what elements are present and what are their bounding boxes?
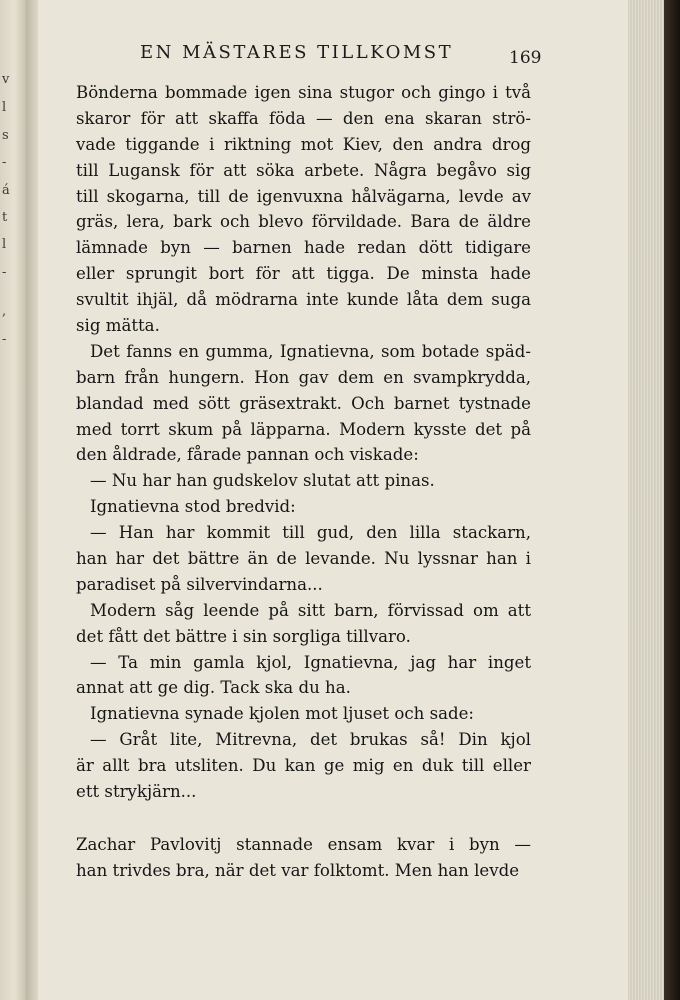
facing-page-fragment: l xyxy=(2,237,7,252)
text-line: vade tiggande i riktning mot Kiev, den andra drog xyxy=(76,134,531,154)
book-cover-edge xyxy=(664,0,680,1000)
text-line: svultit ihjäl, då mödrarna inte kunde låta dem suga xyxy=(76,290,531,310)
text-line: blandad med sött gräsextrakt. Och barnet tystnade xyxy=(76,393,531,413)
paragraph xyxy=(76,650,531,702)
text-line: han trivdes bra, när det var folktomt. Men han levde xyxy=(76,860,520,880)
facing-page-edge xyxy=(0,0,26,1000)
paragraph xyxy=(76,468,531,494)
facing-page-fragment: - xyxy=(2,155,7,170)
facing-page-fragment: - xyxy=(2,332,7,347)
text-line: Bönderna bommade igen sina stugor och gingo i två xyxy=(76,83,531,102)
text-line: till Lugansk för att söka arbete. Några begåvo sig xyxy=(76,160,531,180)
page-number: 169 xyxy=(509,48,542,68)
text-line: skaror för att skaffa föda — den ena skaran strö- xyxy=(76,108,531,128)
paragraph xyxy=(76,520,531,598)
book-gutter xyxy=(26,0,38,1000)
text-line: Det fanns en gumma, Ignatievna, som botade späd- xyxy=(90,341,531,361)
text-line: — Ta min gamla kjol, Ignatievna, jag har inget xyxy=(90,652,531,672)
text-line: han har det bättre än de levande. Nu lyssnar han i xyxy=(76,549,531,569)
text-line: eller sprungit bort för att tigga. De minsta hade xyxy=(76,264,531,284)
text-line: — Han har kommit till gud, den lilla stackarn, xyxy=(90,523,531,543)
text-line: är allt bra utsliten. Du kan ge mig en duk till eller xyxy=(76,756,531,776)
paragraph xyxy=(76,727,531,805)
paragraph xyxy=(76,339,531,468)
paragraph xyxy=(76,832,531,884)
facing-page-fragment: - xyxy=(2,265,7,280)
facing-page-fragment: l xyxy=(2,100,7,115)
facing-page-fragment: v xyxy=(2,72,10,87)
text-line: paradiset på silvervindarna... xyxy=(76,574,323,594)
paragraph xyxy=(76,80,531,339)
paragraph xyxy=(76,494,531,520)
text-line: Modern såg leende på sitt barn, förvissad om att xyxy=(90,600,531,620)
text-line: — Gråt lite, Mitrevna, det brukas så! Din kjol xyxy=(90,730,531,750)
text-line: lämnade byn — barnen hade redan dött tidigare xyxy=(76,238,531,258)
facing-page-fragment: t xyxy=(2,210,8,225)
text-line: med torrt skum på läpparna. Modern kysste det på xyxy=(76,419,531,439)
facing-page-fragment: , xyxy=(2,304,7,319)
facing-page-fragment: s xyxy=(2,128,9,143)
text-line: till skogarna, till de igenvuxna hålvägarna, levde av xyxy=(76,186,531,206)
section-break xyxy=(76,805,531,832)
text-line: — Nu har han gudskelov slutat att pinas. xyxy=(90,471,435,491)
facing-page-fragment: á xyxy=(2,183,10,198)
text-line: ett strykjärn... xyxy=(76,782,197,802)
page-fore-edge xyxy=(628,0,664,1000)
text-line: det fått det bättre i sin sorgliga tillvaro. xyxy=(76,626,411,646)
text-line: Ignatievna synade kjolen mot ljuset och sade: xyxy=(90,704,475,724)
text-line: den åldrade, fårade pannan och viskade: xyxy=(76,445,419,465)
paragraph xyxy=(76,598,531,650)
text-line: barn från hungern. Hon gav dem en svampkrydda, xyxy=(76,367,531,387)
text-line: Zachar Pavlovitj stannade ensam kvar i byn — xyxy=(76,834,531,854)
running-head: EN MÄSTARES TILLKOMST xyxy=(140,42,454,63)
text-line: annat att ge dig. Tack ska du ha. xyxy=(76,678,351,698)
body-text xyxy=(76,80,531,884)
text-line: sig mätta. xyxy=(76,316,160,336)
paragraph xyxy=(76,701,531,727)
text-line: Ignatievna stod bredvid: xyxy=(90,497,296,517)
text-line: gräs, lera, bark och blevo förvildade. Bara de äldre xyxy=(76,212,531,232)
